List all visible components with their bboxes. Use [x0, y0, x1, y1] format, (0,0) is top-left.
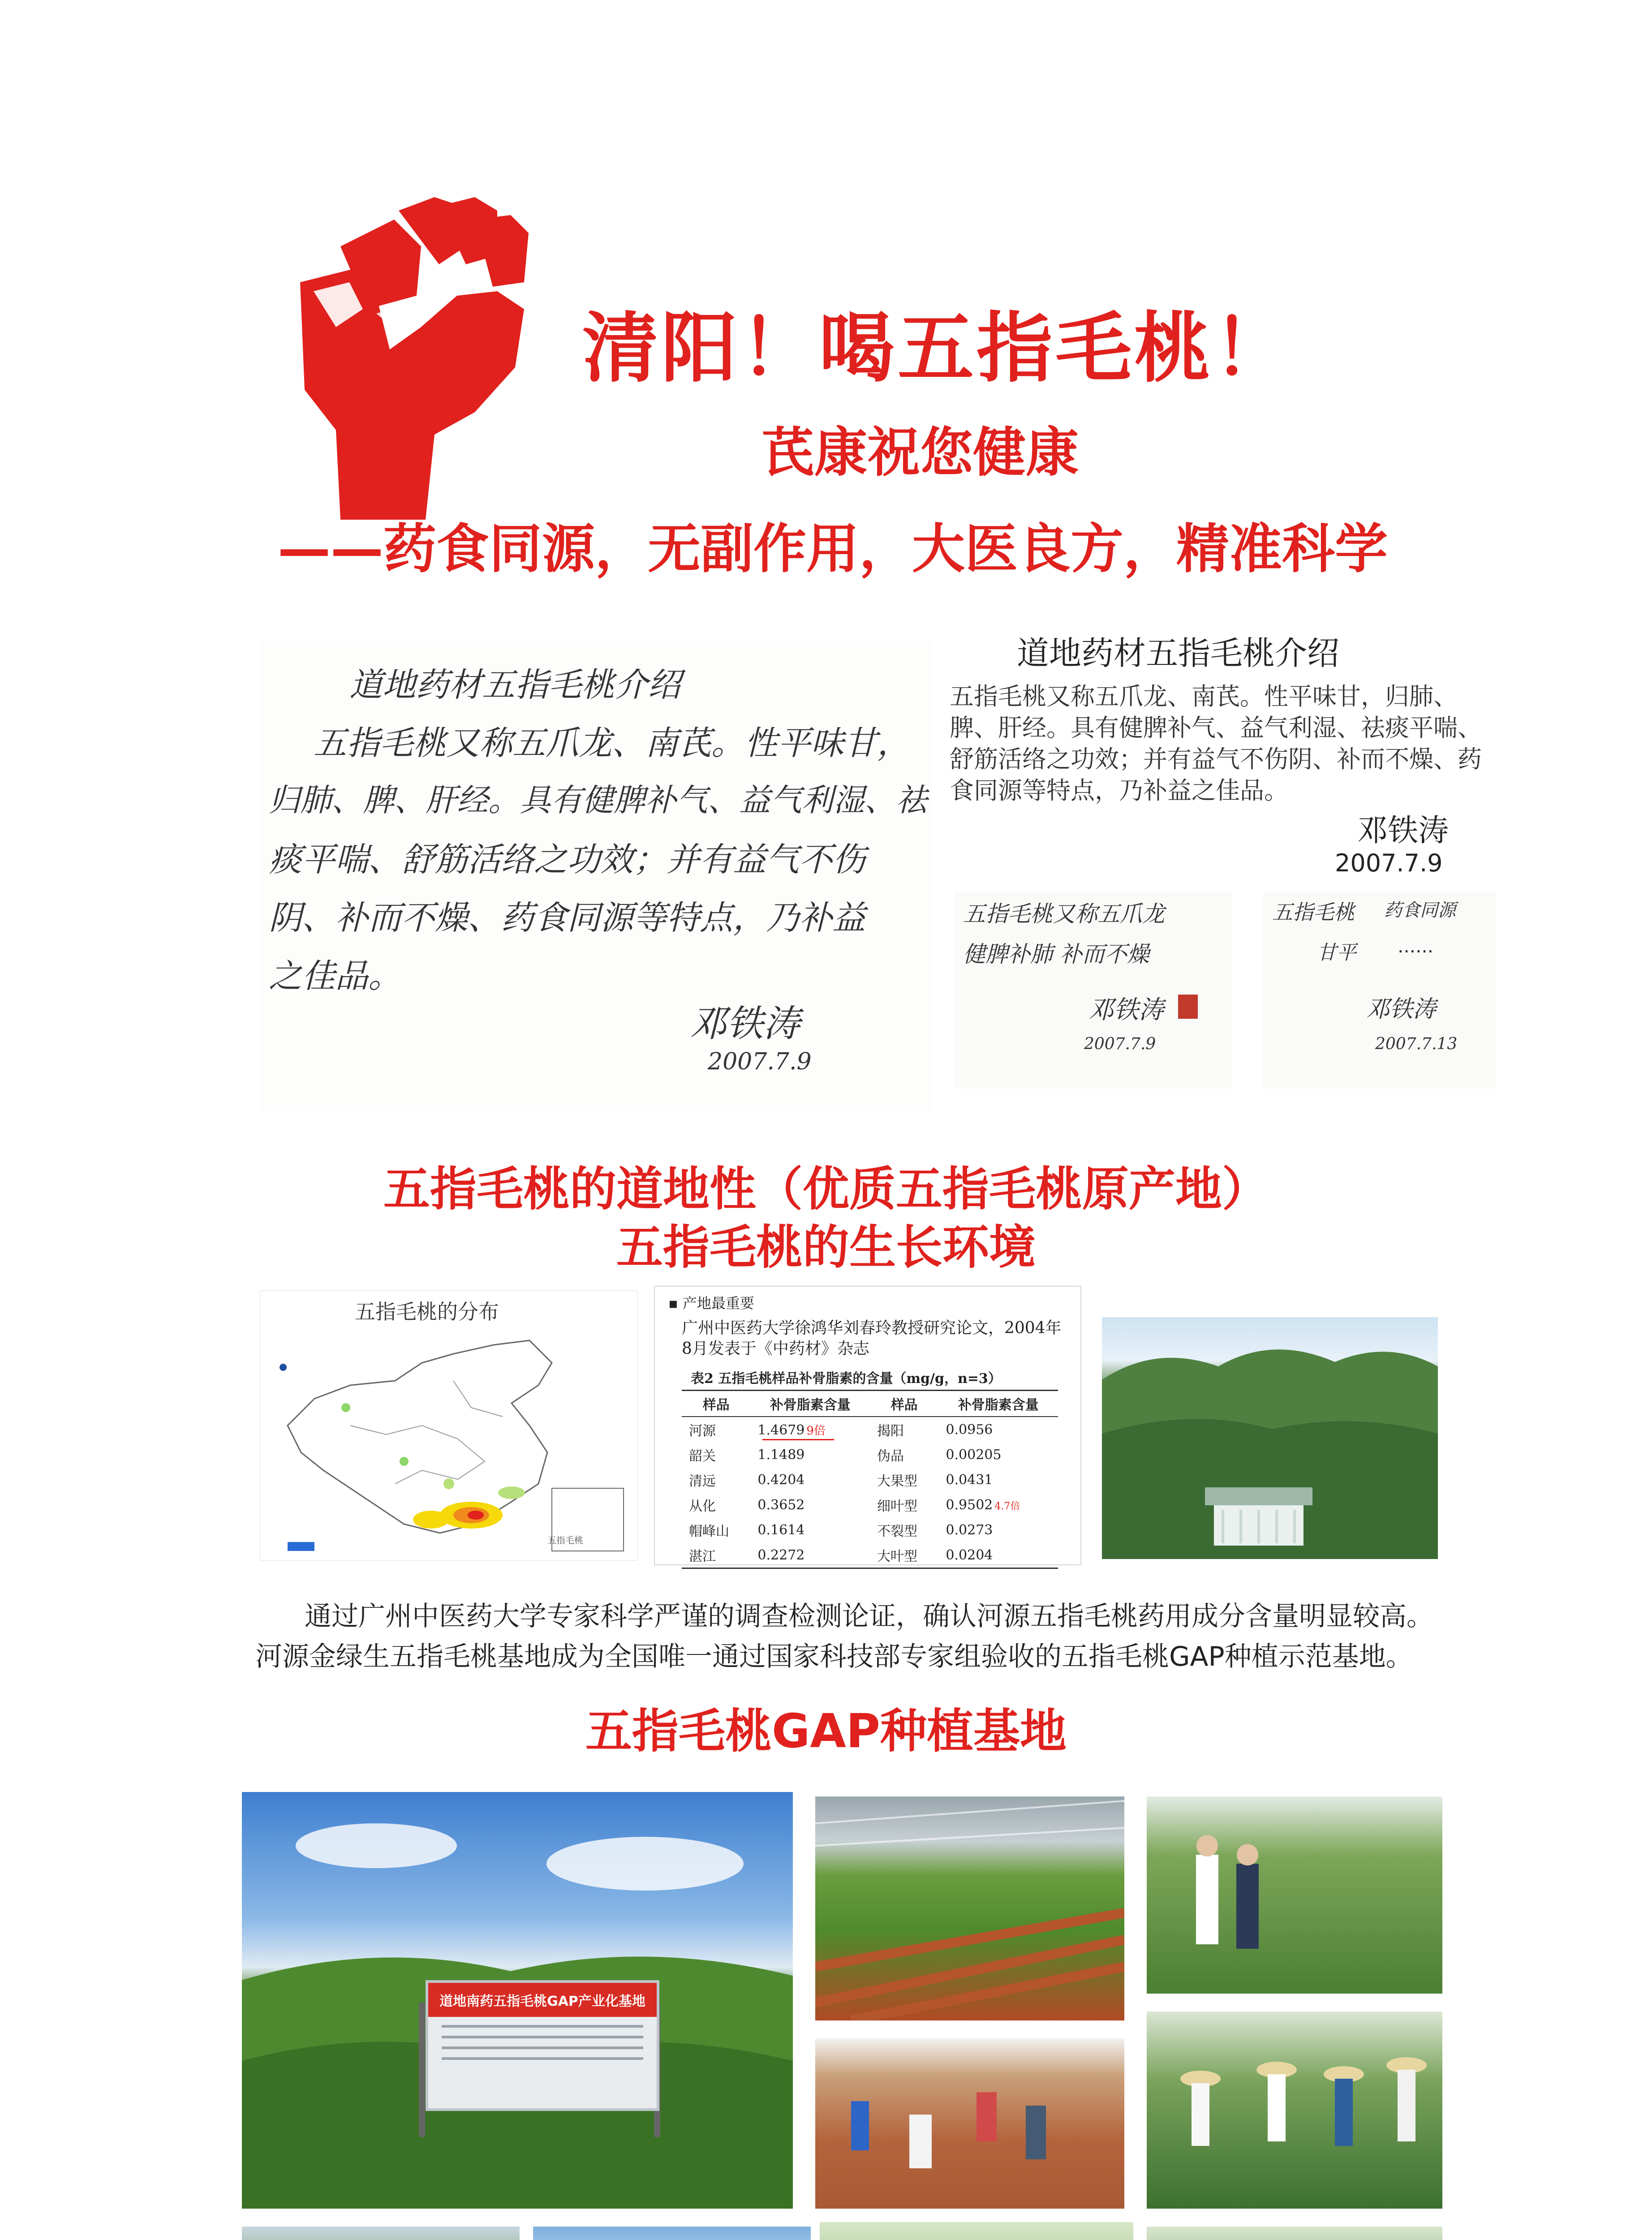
paper-bullet-1: ▪ 产地最重要	[668, 1295, 754, 1312]
handwriting-line: 之佳品。	[269, 957, 401, 995]
greenhouse-seedlings-photo	[815, 1796, 1124, 2020]
distribution-map	[260, 1290, 638, 1561]
intro-date: 2007.7.9	[1335, 849, 1443, 877]
handwriting-line: 五指毛桃又称五爪龙、南芪。性平味甘，	[314, 724, 910, 762]
page-title: 清阳！喝五指毛桃！	[582, 304, 1292, 393]
handwriting-line: 阴、补而不燥、药食同源等特点，乃补益	[269, 899, 865, 937]
section-title-environment: 五指毛桃的生长环境	[616, 1220, 1036, 1275]
inspection-visit-photo-1	[1147, 1796, 1442, 1994]
intro-body: 五指毛桃又称五爪龙、南芪。性平味甘，归肺、脾、肝经。具有健脾补气、益气利湿、祛痰平喘、舒筋活络之功效；并有益气不伤阴、补而不燥、药食同源等特点，乃补益之佳品。	[950, 682, 1482, 805]
table-header: 样品	[702, 1397, 730, 1413]
red-underline	[762, 1439, 834, 1440]
mountain-landscape-photo	[1102, 1317, 1438, 1559]
note-line: 五指毛桃	[1272, 900, 1355, 924]
note-signature: 邓铁涛	[1366, 996, 1437, 1023]
handwriting-line: 痰平喘、舒筋活络之功效；并有益气不伤	[269, 840, 865, 879]
page-subtitle: 芪康祝您健康	[761, 422, 1079, 483]
table-row: 湛江 0.2272 大叶型 0.0204	[689, 1547, 993, 1564]
map-legend: 五指毛桃	[547, 1535, 583, 1546]
note-signature: 邓铁涛	[1088, 995, 1164, 1025]
section-title-gap-base: 五指毛桃GAP种植基地	[585, 1704, 1067, 1758]
map-caption: 五指毛桃的分布	[355, 1300, 499, 1324]
gap-base-sign-photo	[242, 1792, 793, 2209]
note-ellipsis: ……	[1398, 936, 1433, 957]
table-row: 清远 0.4204 大果型 0.0431	[689, 1472, 993, 1489]
verification-paragraph-line-2: 河源金绿生五指毛桃基地成为全国唯一通过国家科技部专家组验收的五指毛桃GAP种植示范基地。	[255, 1641, 1413, 1672]
note-date: 2007.7.9	[1084, 1035, 1156, 1053]
intro-heading: 道地药材五指毛桃介绍	[1017, 634, 1340, 672]
annotation-4.7x: 4.7倍	[994, 1500, 1020, 1512]
inspection-visit-photo-2	[1147, 2227, 1442, 2240]
note-line: 五指毛桃又称五爪龙	[963, 901, 1165, 927]
table-row: 河源 1.4679 9倍 揭阳 0.0956	[689, 1422, 993, 1439]
handwritten-note-1	[954, 892, 1232, 1089]
gap-base-sign	[426, 1980, 659, 2111]
page-slogan: ——药食同源，无副作用，大医良方，精准科学	[278, 518, 1388, 580]
seal-stamp	[1178, 995, 1198, 1019]
note-date: 2007.7.13	[1375, 1035, 1458, 1053]
officials-group-photo	[242, 2227, 520, 2240]
annotation-9x: 9倍	[806, 1424, 826, 1438]
table-header: 样品	[891, 1397, 918, 1413]
handwriting-line: 归肺、脾、肝经。具有健脾补气、益气利湿、祛	[269, 782, 927, 818]
handwriting-signature: 邓铁涛	[690, 1003, 800, 1045]
field-workers-photo	[815, 2038, 1124, 2209]
section-title-origin: 五指毛桃的道地性（优质五指毛桃原产地）	[383, 1162, 1269, 1216]
paper-table-caption: 表2 五指毛桃样品补骨脂素的含量（mg/g，n=3）	[691, 1371, 1002, 1387]
sign-title: 道地南药五指毛桃GAP产业化基地	[428, 1983, 657, 2017]
note-line: 药食同源	[1384, 900, 1456, 921]
workers-straw-hats-photo	[1147, 2012, 1442, 2209]
table-row: 帽峰山 0.1614 不裂型 0.0273	[689, 1522, 993, 1539]
paper-table	[682, 1390, 1058, 1569]
plantation-field-photo	[533, 2227, 811, 2240]
table-header: 补骨脂素含量	[958, 1397, 1039, 1413]
table-row: 从化 0.3652 细叶型 0.9502 4.7倍	[689, 1497, 1020, 1514]
verification-paragraph-line-1: 通过广州中医药大学专家科学严谨的调查检测论证，确认河源五指毛桃药用成分含量明显较高。	[305, 1601, 1433, 1632]
fruit-closeup-photo	[820, 2222, 1133, 2240]
research-paper-panel	[654, 1286, 1081, 1565]
handwriting-date: 2007.7.9	[708, 1048, 812, 1075]
fist-logo	[287, 179, 538, 520]
intro-author: 邓铁涛	[1357, 813, 1449, 849]
handwriting-line: 道地药材五指毛桃介绍	[349, 666, 681, 704]
handwritten-note-2	[1263, 892, 1496, 1089]
paper-bullet-2: 广州中医药大学徐鸿华刘春玲教授研究论文，2004年8月发表于《中药材》杂志	[682, 1319, 1062, 1358]
handwriting-letter	[260, 641, 932, 1111]
note-line: 健脾补肺 补而不燥	[963, 941, 1149, 967]
note-line: 甘平	[1317, 941, 1356, 964]
table-header: 补骨脂素含量	[770, 1397, 851, 1413]
table-row: 韶关 1.1489 伪品 0.00205	[689, 1447, 1002, 1464]
